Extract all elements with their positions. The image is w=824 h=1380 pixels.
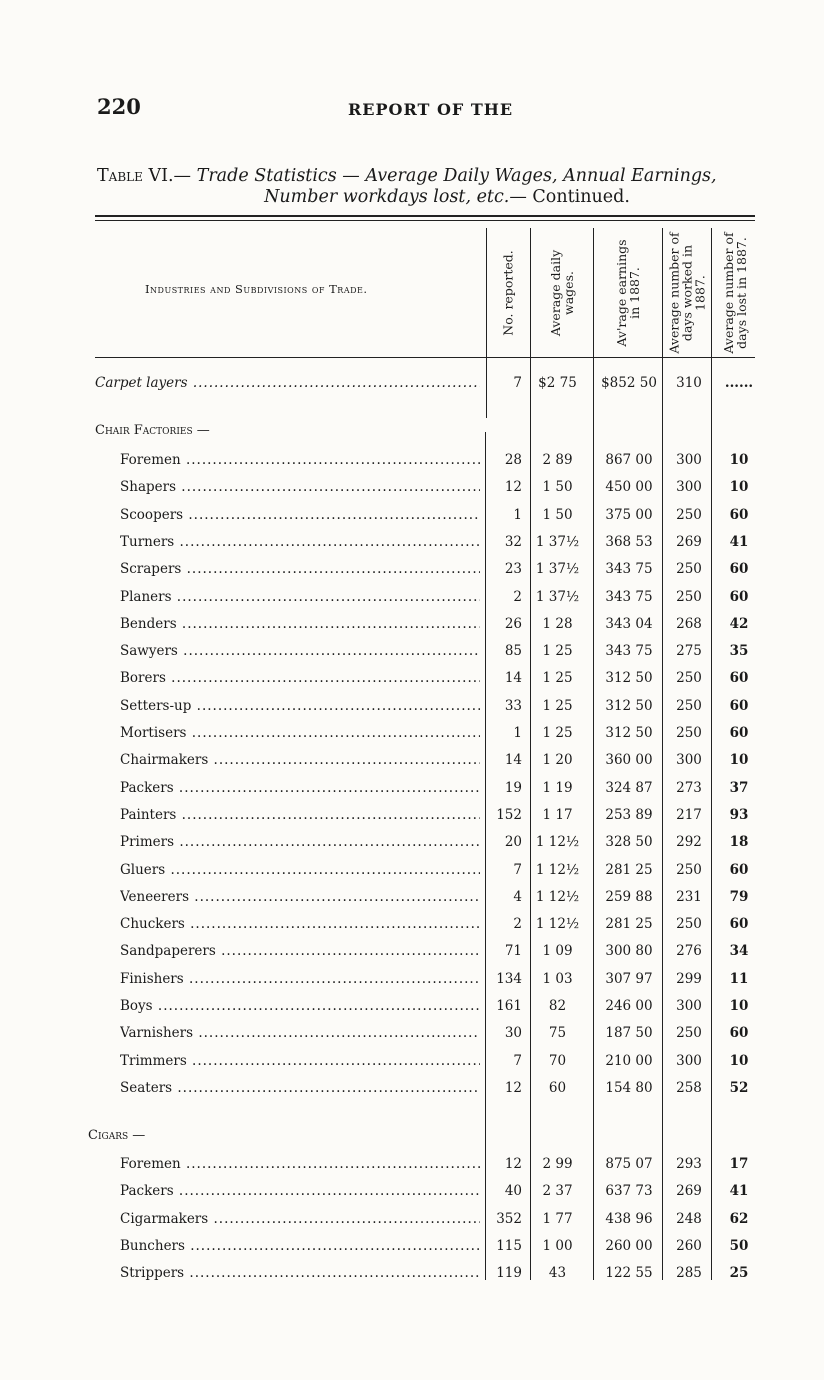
header-average-earnings: Av'rage earnings in 1887. [614, 239, 642, 347]
cell-reported: 119 [496, 1265, 522, 1281]
cell-earnings: 260 00 [605, 1238, 653, 1254]
cell-days-lost: 79 [729, 889, 749, 905]
cell-days-lost: 41 [729, 534, 749, 550]
cell-wages: 1 09 [542, 943, 573, 959]
cell-reported: 40 [504, 1183, 522, 1199]
cell-days-lost: 60 [729, 1025, 749, 1041]
row-name: Turners ..... [120, 534, 480, 550]
cell-earnings: 253 89 [605, 807, 653, 823]
cell-earnings: 368 53 [605, 534, 653, 550]
cell-earnings: 210 00 [605, 1053, 653, 1069]
cell-earnings: 187 50 [605, 1025, 653, 1041]
table-top-rule [95, 215, 755, 217]
cell-reported: 134 [496, 971, 522, 987]
header-days-lost: Average number of days lost in 1887. [721, 232, 749, 354]
table-title-part1: Trade Statistics — Average Daily Wages, Annual Earnings, [196, 166, 717, 186]
cell-wages: 1 12½ [535, 834, 580, 850]
cell-reported: 1 [513, 507, 522, 523]
table-row [0, 1265, 824, 1291]
cell-reported: 2 [513, 916, 522, 932]
cell-reported: 33 [504, 698, 522, 714]
page-number: 220 [97, 94, 141, 119]
cell-earnings: 360 00 [605, 752, 653, 768]
row-name: Chairmakers ..... [120, 752, 480, 768]
row-name: Sawyers ..... [120, 643, 480, 659]
cell-wages: 1 12½ [535, 916, 580, 932]
cell-reported: 161 [496, 998, 522, 1014]
cell-earnings: 300 80 [605, 943, 653, 959]
row-name: Strippers ..... [120, 1265, 480, 1281]
cell-wages: 1 25 [542, 698, 573, 714]
row-name: Bunchers ..... [120, 1238, 480, 1254]
cell-wages: 1 28 [542, 616, 573, 632]
cell-days-worked: 250 [676, 862, 702, 878]
table-row [0, 998, 824, 1024]
row-name: Benders ..... [120, 616, 480, 632]
row-name: Foremen ..... [120, 452, 480, 468]
cell-days-lost: 50 [729, 1238, 749, 1254]
cell-reported: 12 [504, 1080, 522, 1096]
table-row [0, 589, 824, 615]
cell-wages: 1 12½ [535, 862, 580, 878]
row-name: Gluers ..... [120, 862, 480, 878]
table-row [0, 971, 824, 997]
cell-earnings: 307 97 [605, 971, 653, 987]
cell-wages: 1 25 [542, 725, 573, 741]
cell-wages: 1 77 [542, 1211, 573, 1227]
row-name: Sandpaperers ..... [120, 943, 480, 959]
cell-days-lost: 60 [729, 670, 749, 686]
cell-earnings: 867 00 [605, 452, 653, 468]
cell-days-lost: 52 [729, 1080, 749, 1096]
cell-days-worked: 250 [676, 561, 702, 577]
cell-wages: 75 [548, 1025, 567, 1041]
cell-days-worked: 292 [676, 834, 702, 850]
cell-days-worked: 250 [676, 916, 702, 932]
row-name: Boys ..... [120, 998, 480, 1014]
row-name: Carpet layers ..... [95, 375, 480, 391]
table-row [0, 534, 824, 560]
cell-earnings: 375 00 [605, 507, 653, 523]
cell-days-worked: 268 [676, 616, 702, 632]
row-name: Painters ..... [120, 807, 480, 823]
row-name: Setters-up ..... [120, 698, 480, 714]
cell-earnings: 637 73 [605, 1183, 653, 1199]
cell-earnings: 312 50 [605, 670, 653, 686]
table-row [0, 452, 824, 478]
cell-reported: 2 [513, 589, 522, 605]
cell-reported: 32 [504, 534, 522, 550]
cell-wages: 2 89 [542, 452, 573, 468]
cell-days-lost: 10 [729, 998, 749, 1014]
cell-earnings: 122 55 [605, 1265, 653, 1281]
cell-wages: 60 [548, 1080, 567, 1096]
cell-days-worked: 310 [676, 375, 702, 391]
row-name: Borers ..... [120, 670, 480, 686]
table-row [0, 616, 824, 642]
cell-earnings: 259 88 [605, 889, 653, 905]
cell-days-lost: 17 [729, 1156, 749, 1172]
cell-reported: 7 [513, 1053, 522, 1069]
cell-days-lost: 60 [729, 561, 749, 577]
table-row [0, 507, 824, 533]
cell-wages: 2 37 [542, 1183, 573, 1199]
cell-reported: 14 [504, 752, 522, 768]
table-top-rule-thin [95, 220, 755, 221]
cell-reported: 28 [504, 452, 522, 468]
table-row [0, 862, 824, 888]
cell-reported: 152 [496, 807, 522, 823]
cell-wages: 1 12½ [535, 889, 580, 905]
cell-earnings: 281 25 [605, 916, 653, 932]
cell-days-lost: 18 [729, 834, 749, 850]
table-row [0, 561, 824, 587]
table-row [0, 643, 824, 669]
cell-wages: 1 00 [542, 1238, 573, 1254]
cell-days-worked: 275 [676, 643, 702, 659]
cell-wages: 1 37½ [535, 561, 580, 577]
cell-earnings: 312 50 [605, 725, 653, 741]
row-name: Packers ..... [120, 1183, 480, 1199]
cell-earnings: $852 50 [601, 375, 657, 391]
cell-days-worked: 300 [676, 1053, 702, 1069]
cell-reported: 30 [504, 1025, 522, 1041]
cell-earnings: 875 07 [605, 1156, 653, 1172]
table-row [0, 807, 824, 833]
cell-reported: 352 [496, 1211, 522, 1227]
section-label-chair-factories: Chair Factories — [95, 423, 210, 438]
header-days-worked: Average number of days worked in 1887. [666, 232, 708, 354]
running-head: REPORT OF THE [348, 100, 514, 119]
table-row [0, 670, 824, 696]
table-row [0, 479, 824, 505]
cell-days-lost: 11 [729, 971, 749, 987]
cell-reported: 20 [504, 834, 522, 850]
cell-earnings: 312 50 [605, 698, 653, 714]
row-name: Scoopers ..... [120, 507, 480, 523]
cell-earnings: 324 87 [605, 780, 653, 796]
cell-days-worked: 299 [676, 971, 702, 987]
cell-reported: 1 [513, 725, 522, 741]
table-label: Table VI.— [97, 166, 192, 186]
cell-earnings: 343 04 [605, 616, 653, 632]
row-name: Planers ..... [120, 589, 480, 605]
cell-wages: 82 [548, 998, 567, 1014]
row-name: Veneerers ..... [120, 889, 480, 905]
cell-days-lost: 62 [729, 1211, 749, 1227]
cell-days-worked: 258 [676, 1080, 702, 1096]
cell-earnings: 343 75 [605, 589, 653, 605]
cell-days-lost: 10 [729, 752, 749, 768]
table-row [0, 916, 824, 942]
cell-reported: 7 [513, 862, 522, 878]
row-name: Cigarmakers ..... [120, 1211, 480, 1227]
cell-wages: 1 25 [542, 670, 573, 686]
cell-reported: 71 [504, 943, 522, 959]
cell-days-worked: 300 [676, 998, 702, 1014]
cell-reported: 7 [513, 375, 522, 391]
header-no-reported: No. reported. [500, 250, 516, 336]
cell-days-worked: 250 [676, 507, 702, 523]
cell-earnings: 438 96 [605, 1211, 653, 1227]
cell-wages: 1 50 [542, 507, 573, 523]
row-name: Packers ..... [120, 780, 480, 796]
cell-reported: 14 [504, 670, 522, 686]
table-row [0, 698, 824, 724]
cell-earnings: 450 00 [605, 479, 653, 495]
cell-days-worked: 250 [676, 670, 702, 686]
row-name: Mortisers ..... [120, 725, 480, 741]
row-name: Scrapers ..... [120, 561, 480, 577]
cell-wages: 43 [548, 1265, 567, 1281]
cell-wages: 1 03 [542, 971, 573, 987]
table-row [0, 1211, 824, 1237]
row-name: Chuckers ..... [120, 916, 480, 932]
cell-earnings: 246 00 [605, 998, 653, 1014]
row-name: Shapers ..... [120, 479, 480, 495]
cell-days-worked: 269 [676, 1183, 702, 1199]
row-name: Finishers ..... [120, 971, 480, 987]
row-name: Seaters ..... [120, 1080, 480, 1096]
cell-wages: 1 20 [542, 752, 573, 768]
cell-reported: 12 [504, 1156, 522, 1172]
cell-days-worked: 285 [676, 1265, 702, 1281]
table-row [0, 752, 824, 778]
cell-days-worked: 250 [676, 725, 702, 741]
cell-earnings: 281 25 [605, 862, 653, 878]
table-row [0, 725, 824, 751]
cell-days-worked: 217 [676, 807, 702, 823]
table-row [0, 780, 824, 806]
cell-days-worked: 260 [676, 1238, 702, 1254]
table-caption [97, 166, 757, 208]
cell-earnings: 328 50 [605, 834, 653, 850]
table-row [0, 1156, 824, 1182]
row-name: Foremen ..... [120, 1156, 480, 1172]
table-row [0, 375, 824, 401]
table-row [0, 1183, 824, 1209]
table-row [0, 1053, 824, 1079]
table-row [0, 1025, 824, 1051]
cell-days-lost: 42 [729, 616, 749, 632]
cell-days-lost: 60 [729, 507, 749, 523]
table-continued: — Continued. [509, 187, 630, 207]
table-row [0, 889, 824, 915]
cell-days-lost: 37 [729, 780, 749, 796]
table-title-part2: Number workdays lost, etc. [264, 187, 510, 207]
cell-days-lost: 60 [729, 916, 749, 932]
section-label-cigars: Cigars — [88, 1128, 146, 1143]
row-name: Primers ..... [120, 834, 480, 850]
cell-wages: 1 37½ [535, 589, 580, 605]
row-name: Trimmers ..... [120, 1053, 480, 1069]
cell-days-worked: 276 [676, 943, 702, 959]
cell-days-lost: 10 [729, 1053, 749, 1069]
cell-days-worked: 250 [676, 698, 702, 714]
header-average-daily-wages: Average daily wages. [548, 249, 576, 337]
cell-reported: 23 [504, 561, 522, 577]
cell-wages: $2 75 [538, 375, 577, 391]
stub-header: Industries and Subdivisions of Trade. [145, 282, 368, 296]
cell-days-worked: 250 [676, 589, 702, 605]
table-row [0, 834, 824, 860]
cell-wages: 1 17 [542, 807, 573, 823]
table-row [0, 943, 824, 969]
cell-reported: 4 [513, 889, 522, 905]
cell-reported: 26 [504, 616, 522, 632]
cell-wages: 1 37½ [535, 534, 580, 550]
cell-wages: 1 50 [542, 479, 573, 495]
cell-earnings: 343 75 [605, 643, 653, 659]
cell-days-worked: 231 [676, 889, 702, 905]
cell-days-lost: 60 [729, 725, 749, 741]
cell-days-worked: 269 [676, 534, 702, 550]
cell-days-worked: 293 [676, 1156, 702, 1172]
cell-days-lost: 10 [729, 479, 749, 495]
cell-days-lost: 93 [729, 807, 749, 823]
cell-days-lost: ...... [724, 375, 754, 391]
row-name: Varnishers ..... [120, 1025, 480, 1041]
cell-days-lost: 25 [729, 1265, 749, 1281]
cell-days-worked: 273 [676, 780, 702, 796]
cell-days-worked: 248 [676, 1211, 702, 1227]
cell-days-worked: 250 [676, 1025, 702, 1041]
cell-days-lost: 60 [729, 589, 749, 605]
cell-reported: 12 [504, 479, 522, 495]
table-row [0, 1080, 824, 1106]
cell-reported: 115 [496, 1238, 522, 1254]
cell-days-lost: 60 [729, 862, 749, 878]
cell-days-lost: 60 [729, 698, 749, 714]
cell-wages: 1 19 [542, 780, 573, 796]
cell-days-lost: 41 [729, 1183, 749, 1199]
cell-days-worked: 300 [676, 452, 702, 468]
cell-days-worked: 300 [676, 479, 702, 495]
table-row [0, 1238, 824, 1264]
cell-earnings: 343 75 [605, 561, 653, 577]
cell-days-lost: 35 [729, 643, 749, 659]
cell-reported: 19 [504, 780, 522, 796]
cell-days-worked: 300 [676, 752, 702, 768]
cell-wages: 1 25 [542, 643, 573, 659]
cell-days-lost: 10 [729, 452, 749, 468]
cell-wages: 70 [548, 1053, 567, 1069]
cell-wages: 2 99 [542, 1156, 573, 1172]
cell-reported: 85 [504, 643, 522, 659]
cell-earnings: 154 80 [605, 1080, 653, 1096]
cell-days-lost: 34 [729, 943, 749, 959]
